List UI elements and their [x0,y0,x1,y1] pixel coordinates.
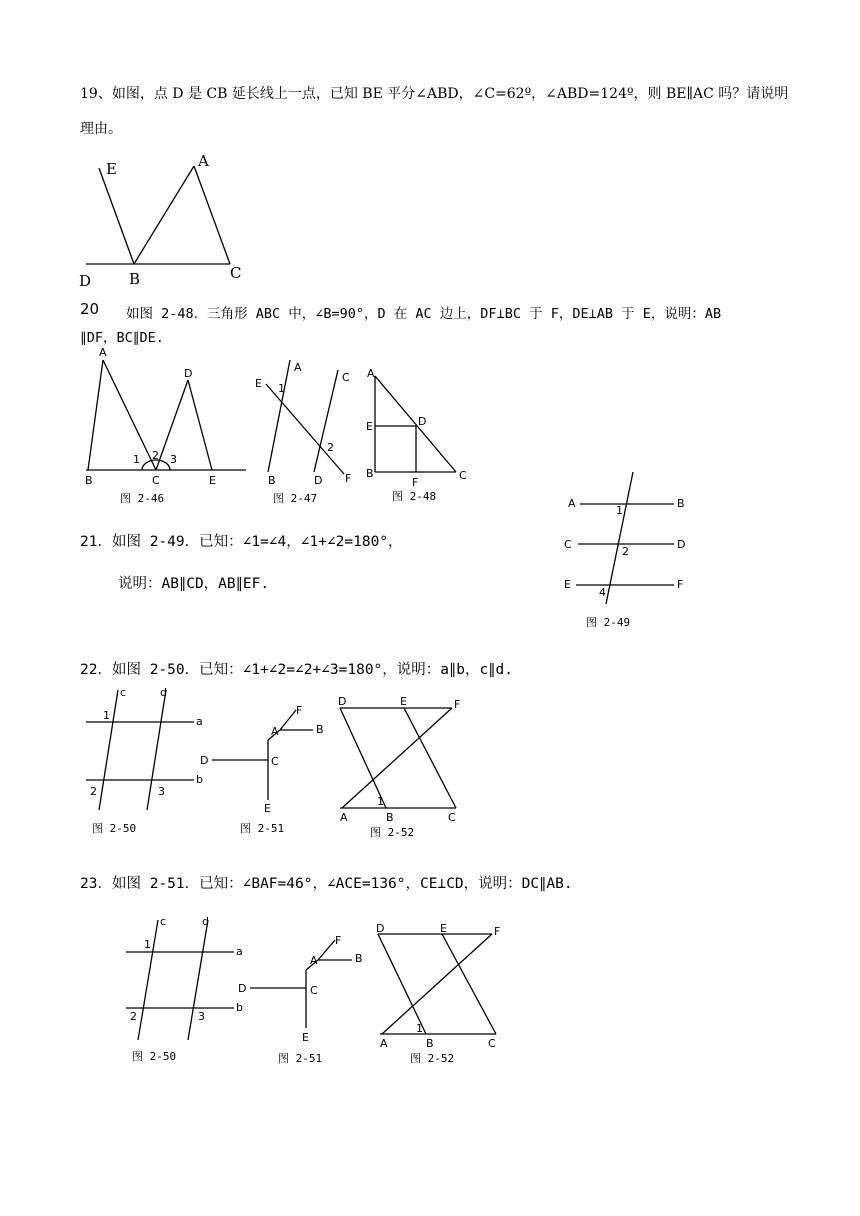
fig252a-label-C: C [448,811,456,824]
fig19-label-C: C [230,264,242,282]
fig251a-label-E: E [264,802,271,815]
fig252b-label-D: D [376,922,385,935]
fig248-label-B: B [366,467,374,480]
fig252b-label-B: B [426,1037,434,1050]
fig249-label-2: 2 [622,545,629,558]
fig250a-label-2: 2 [90,785,97,798]
fig247-label-F: F [345,472,352,485]
fig19-label-D: D [79,272,92,290]
fig252a-label-A: A [340,811,348,824]
fig250b-label-b: b [236,1001,243,1014]
fig249-label-B: B [677,497,685,510]
fig251b-label-D: D [238,982,247,995]
fig246-label-B: B [85,474,93,487]
fig251a-caption: 图 2-51 [240,822,285,835]
fig252a-label-B: B [386,811,394,824]
problem-19-text-cont: 理由。 [80,121,122,137]
fig248-caption: 图 2-48 [392,490,437,503]
fig249-label-E: E [564,578,571,591]
fig251b-label-E: E [302,1031,309,1044]
fig247-label-B: B [268,474,276,487]
problem-23-text: 23．如图 2-51．已知：∠BAF=46°，∠ACE=136°，CE⊥CD，说明：DC∥AB. [80,876,573,892]
fig250a-label-1: 1 [103,709,110,722]
fig250a-caption: 图 2-50 [92,822,137,835]
fig246-label-3: 3 [170,453,177,466]
fig252b-label-F: F [494,925,501,938]
fig249-label-4: 4 [599,586,606,599]
fig250a-label-d: d [160,686,167,699]
fig250b-label-2: 2 [130,1010,137,1023]
fig248-label-E: E [366,420,373,433]
problem-20-text-cont: ∥DF，BC∥DE. [80,330,164,346]
fig250b-label-3: 3 [198,1010,205,1023]
fig252a-label-1: 1 [377,795,384,808]
fig251a-label-B: B [316,723,324,736]
fig246-label-2: 2 [152,449,159,462]
figure-2-48 [366,367,467,503]
fig247-label-E: E [255,377,262,390]
fig248-label-A: A [367,367,375,380]
fig250b-caption: 图 2-50 [132,1050,177,1063]
figure-2-47 [255,360,351,505]
fig249-label-D: D [677,538,686,551]
fig251a-label-C: C [271,755,279,768]
figure-19 [79,152,241,290]
fig246-label-C: C [152,474,160,487]
fig246-label-1: 1 [133,453,140,466]
problem-20-text: 如图 2-48．三角形 ABC 中，∠B=90°，D 在 AC 边上，DF⊥BC 于 F，DE⊥AB 于 E，说明：AB [126,306,722,322]
fig251b-caption: 图 2-51 [278,1052,323,1065]
fig19-label-A: A [198,152,209,170]
figure-2-50-a [86,686,203,835]
fig251a-label-D: D [200,754,209,767]
figure-2-51-a [200,704,324,835]
fig248-label-F: F [412,476,419,489]
problem-21-text-cont: 说明：AB∥CD，AB∥EF. [118,576,270,592]
problem-20-number: 20 [80,300,100,318]
figure-2-49 [564,472,685,629]
fig247-label-1: 1 [278,382,285,395]
fig252a-label-E: E [400,695,407,708]
fig252b-caption: 图 2-52 [410,1052,455,1065]
fig249-label-F: F [677,578,684,591]
fig249-caption: 图 2-49 [586,616,631,629]
figure-2-52-b [376,922,500,1065]
fig251b-label-C: C [310,984,318,997]
fig246-label-A: A [99,346,107,359]
problem-21-text: 21．如图 2-49．已知：∠1=∠4，∠1+∠2=180°， [80,534,403,550]
problem-22-text: 22．如图 2-50．已知：∠1+∠2=∠2+∠3=180°，说明：a∥b，c∥d. [80,662,513,678]
fig248-label-C: C [459,469,467,482]
fig251b-label-B: B [355,952,363,965]
fig251a-label-A: A [271,725,279,738]
fig247-caption: 图 2-47 [273,492,318,505]
fig249-label-A: A [568,497,576,510]
fig246-label-D: D [184,367,193,380]
fig251b-label-F: F [335,934,342,947]
fig247-label-2: 2 [327,441,334,454]
fig252a-label-D: D [338,695,347,708]
fig247-label-A: A [294,361,302,374]
fig247-label-D: D [314,474,323,487]
fig247-label-C: C [342,371,350,384]
fig252b-label-A: A [380,1037,388,1050]
fig250a-label-a: a [196,715,203,728]
figure-2-46 [85,346,246,505]
fig246-caption: 图 2-46 [120,492,165,505]
fig252b-label-1: 1 [416,1022,423,1035]
fig252b-label-C: C [488,1037,496,1050]
fig250a-label-c: c [120,686,127,699]
fig250b-label-c: c [160,915,167,928]
fig250a-label-b: b [196,773,203,786]
fig251b-label-A: A [310,954,318,967]
fig248-label-D: D [418,415,427,428]
fig250b-label-1: 1 [144,938,151,951]
figure-2-52-a [338,695,460,839]
fig19-label-E: E [106,160,117,178]
fig250b-label-a: a [236,945,243,958]
fig251a-label-F: F [296,704,303,717]
fig249-label-1: 1 [616,504,623,517]
problem-19-text: 19、如图，点 D 是 CB 延长线上一点，已知 BE 平分∠ABD，∠C=62º，∠ABD=124º，则 BE∥AC 吗？请说明 [80,86,789,102]
fig246-label-E: E [209,474,216,487]
figure-2-51-b [238,934,363,1065]
fig250a-label-3: 3 [158,785,165,798]
fig252a-caption: 图 2-52 [370,826,415,839]
fig249-label-C: C [564,538,572,551]
figure-2-50-b [126,915,243,1063]
fig252b-label-E: E [440,922,447,935]
fig19-label-B: B [129,270,141,288]
fig250b-label-d: d [202,915,209,928]
fig252a-label-F: F [454,698,461,711]
